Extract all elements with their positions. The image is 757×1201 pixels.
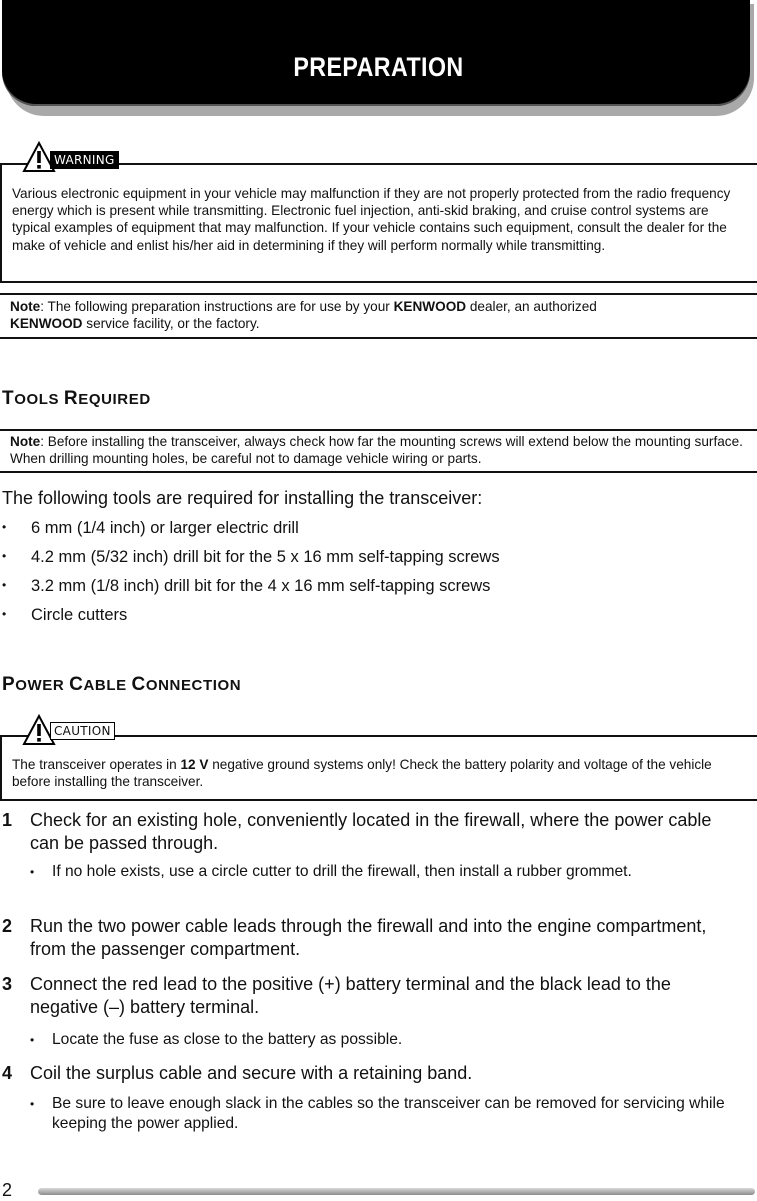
tools-intro: The following tools are required for installing the transceiver: — [2, 488, 483, 508]
note-preparation — [0, 293, 757, 339]
list-item: • 6 mm (1/4 inch) or larger electric drill — [2, 519, 299, 537]
note-label: Note — [10, 299, 41, 314]
note-tools — [0, 429, 757, 473]
warning-tag: WARNING — [50, 151, 119, 169]
step-1: 1 Check for an existing hole, conveniently located in the firewall, where the power cable can be passed through. — [2, 810, 712, 853]
section-title-power: POWER CABLE CONNECTION — [2, 674, 242, 695]
step-4: 4 Coil the surplus cable and secure with a retaining band. — [2, 1063, 473, 1083]
caution-box — [0, 735, 757, 801]
warning-text: Various electronic equipment in your vehicle may malfunction if they are not properly protected from the radio frequency energy which is present while transmitting. Electronic fuel injection, anti-skid braking, and cruise control systems are typical examples of equipment that may malfunction. If your vehicle contains such equipment, consult the dealer for the make of vehicle and enlist his/her aid in determining if they will perform normally while transmitting. — [12, 186, 731, 253]
section-title-tools: TOOLS REQUIRED — [2, 388, 151, 409]
note-tools-label: Note — [10, 434, 41, 449]
footer-bar — [38, 1188, 755, 1195]
list-item: • Circle cutters — [2, 606, 128, 624]
note-tools-text: : Before installing the transceiver, always check how far the mounting screws will extend below the mounting surface. When drilling mounting holes, be careful not to damage vehicle wiring or parts. — [10, 434, 743, 467]
caution-text-a: The transceiver operates in — [12, 757, 181, 772]
caution-text-b: negative ground systems only! Check the battery polarity and voltage of the vehicle before installing the transceiver. — [12, 757, 712, 790]
warning-box — [0, 163, 757, 283]
list-item: • 4.2 mm (5/32 inch) drill bit for the 5 x 16 mm self-tapping screws — [2, 548, 500, 566]
caution-tag: CAUTION — [50, 722, 115, 740]
note-brand-1: KENWOOD — [393, 299, 467, 314]
step-4-sub: • Be sure to leave enough slack in the cables so the transceiver can be removed for servicing while keeping the power applied. — [30, 1095, 725, 1132]
step-2: 2 Run the two power cable leads through the firewall and into the engine compartment, from the passenger compartment. — [2, 916, 707, 959]
step-1-sub: • If no hole exists, use a circle cutter to drill the firewall, then install a rubber grommet. — [30, 863, 632, 880]
step-3-sub: • Locate the fuse as close to the battery as possible. — [30, 1031, 403, 1048]
note-text-c: service facility, or the factory. — [82, 316, 260, 332]
note-text-a: : The following preparation instructions are for use by your — [40, 299, 394, 314]
caution-voltage: 12 V — [180, 757, 209, 772]
page-title: PREPARATION — [293, 52, 464, 82]
step-3: 3 Connect the red lead to the positive (+) battery terminal and the black lead to the negative (–) battery terminal. — [2, 974, 671, 1017]
list-item: • 3.2 mm (1/8 inch) drill bit for the 4 x 16 mm self-tapping screws — [2, 577, 491, 595]
page-number: 2 — [2, 1180, 13, 1200]
note-brand-2: KENWOOD — [10, 316, 83, 332]
note-text-b: dealer, an authorized — [466, 299, 597, 314]
